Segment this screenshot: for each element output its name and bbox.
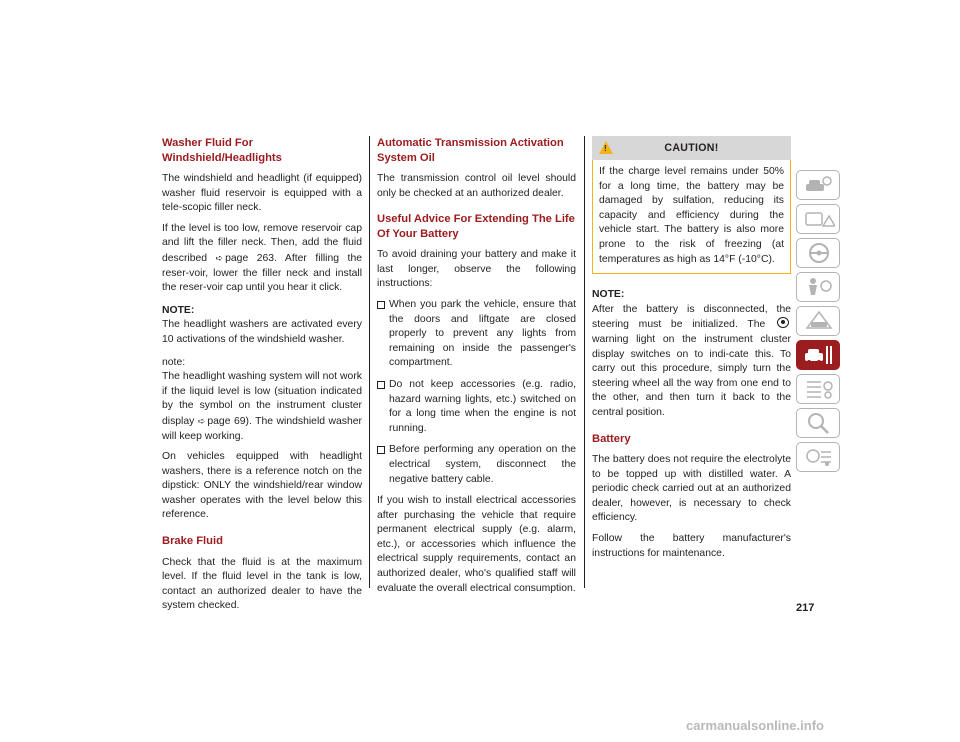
bullet-list: [377, 298, 576, 487]
section-heading-brake-fluid: Brake Fluid: [162, 535, 223, 548]
multimedia-icon: [803, 446, 835, 468]
checkbox-bullet-icon: [377, 446, 385, 454]
car-info-icon: [803, 174, 835, 196]
caution-title: CAUTION!: [664, 141, 719, 154]
tab-specifications[interactable]: [796, 374, 840, 404]
note-label: NOTE:: [592, 289, 625, 301]
column-middle: [377, 136, 576, 602]
tab-search-index[interactable]: [796, 408, 840, 438]
checkbox-bullet-icon: [377, 301, 385, 309]
column-divider: [369, 136, 370, 588]
page-link[interactable]: page 69).: [207, 415, 252, 427]
tab-roadside-emergency[interactable]: [796, 306, 840, 336]
watermark: carmanualsonline.info: [686, 718, 824, 733]
page-link[interactable]: page 263.: [225, 252, 277, 264]
column-right: [592, 136, 791, 567]
paragraph: The battery does not require the electrolyte to be topped up with distilled water. A periodic check carried out at an authorized dealer, however, is necessary to check efficiency.: [592, 454, 791, 524]
page-ref-arrow-icon: ➪: [215, 252, 224, 263]
tab-service-maintenance[interactable]: [796, 340, 840, 370]
list-item: Before performing any operation on the electrical system, disconnect the negative battery cable.: [377, 443, 576, 487]
paragraph: The windshield and headlight (if equipped) washer fluid reservoir is equipped with a tele-scopic filler neck.: [162, 173, 362, 214]
tab-steering-wheel[interactable]: [796, 238, 840, 268]
note: NOTE: The headlight washers are activated every 10 activations of the windshield washer.: [162, 304, 362, 345]
paragraph: The transmission control oil level should only be checked at an authorized dealer.: [377, 173, 576, 199]
caution-text: If the charge level remains under 50% for a long time, the battery may be damaged by sulfation, reducing its capacity and efficiency during the vehicle start. The battery is also more prone to the risk of freezing (at temperatures as high as 14°F (-10°C).: [599, 166, 784, 265]
tab-car-info[interactable]: [796, 170, 840, 200]
column-left: [162, 136, 362, 620]
specifications-icon: [803, 378, 835, 400]
warning-triangle-icon: !: [599, 141, 613, 154]
steering-warning-icon: [777, 317, 789, 328]
warning-lights-icon: [803, 208, 835, 230]
page-number: 217: [796, 602, 815, 614]
note-label: note:: [162, 356, 186, 368]
tab-airbag-safety[interactable]: [796, 272, 840, 302]
paragraph: On vehicles equipped with headlight washers, there is a reference notch on the dipstick: ONLY the windshield/rear window washer operates with the level below this reference.: [162, 451, 362, 521]
chapter-tabs: [796, 170, 842, 476]
paragraph: Follow the battery manufacturer's instructions for maintenance.: [592, 532, 791, 559]
section-heading-washer-fluid: Washer Fluid For Windshield/Headlights: [162, 137, 282, 164]
service-maintenance-icon: [803, 344, 835, 366]
roadside-emergency-icon: [803, 310, 835, 332]
list-item: When you park the vehicle, ensure that the doors and liftgate are closed properly to prevent any lights from remaining on inside the passenger's compartment.: [377, 298, 576, 371]
paragraph: To avoid draining your battery and make it last longer, observe the following instructions:: [377, 249, 576, 290]
airbag-safety-icon: [803, 276, 835, 298]
list-item: Do not keep accessories (e.g. radio, hazard warning lights, etc.) switched on for a long time when the engine is not running.: [377, 378, 576, 436]
tab-multimedia[interactable]: [796, 442, 840, 472]
paragraph: Check that the fluid is at the maximum level. If the fluid level in the tank is low, contact an authorized dealer to have the system checked.: [162, 556, 362, 612]
note-label: NOTE:: [162, 304, 195, 316]
paragraph: If you wish to install electrical accessories after purchasing the vehicle that require permanent electrical supply (e.g. alarm, etc.), or accessories which influence the electrical supply requirements, contact an authorized dealer, who's qualified staff will evaluate the overall electrical consumption.: [377, 495, 576, 594]
caution-box: [592, 160, 791, 274]
section-heading-battery: Battery: [592, 432, 631, 445]
section-heading-battery-advice: Useful Advice For Extending The Life Of Your Battery: [377, 213, 575, 240]
note: note: The headlight washing system will not work if the liquid level is low (situation indicated by the symbol on the instrument cluster display ➪ page 69). The windshield washer will keep working.: [162, 356, 362, 442]
paragraph: If the level is too low, remove reservoir cap and lift the filler neck. Then, add the fluid described ➪ page 263. After filling the reser-voir, lower the filler neck and install the reser-voir cap until you hear it click.: [162, 222, 362, 294]
column-divider: [584, 136, 585, 588]
tab-warning-lights[interactable]: [796, 204, 840, 234]
note: NOTE: After the battery is disconnected, the steering must be initialized. The warning light on the instrument cluster display switches on to indi-cate this. To carry out this procedure, simply turn the steering wheel all the way from one end to the other, and then turn it back to the central position.: [592, 289, 791, 418]
page-ref-arrow-icon: ➪: [197, 415, 206, 426]
search-index-icon: [803, 412, 835, 434]
caution-header: [592, 136, 791, 160]
section-heading-transmission-oil: Automatic Transmission Activation System Oil: [377, 137, 564, 164]
steering-wheel-icon: [803, 242, 835, 264]
checkbox-bullet-icon: [377, 381, 385, 389]
